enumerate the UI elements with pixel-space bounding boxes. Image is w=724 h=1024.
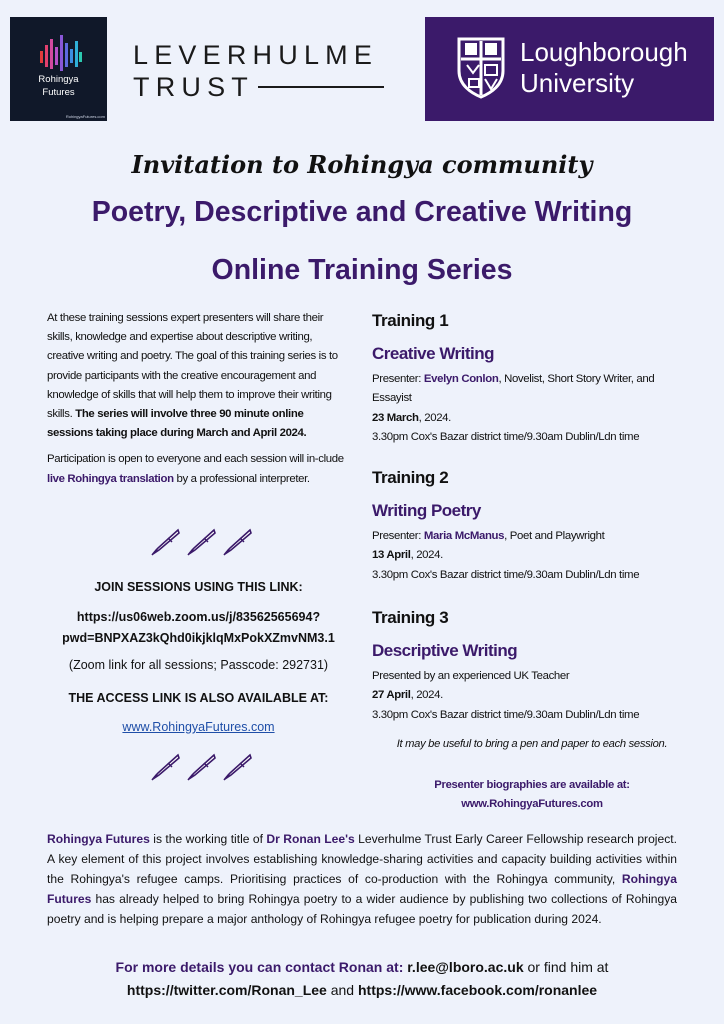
training-details [372,667,692,725]
facebook-link[interactable]: https://www.facebook.com/ronanlee [357,982,598,998]
passcode-note: (Zoom link for all sessions; Passcode: 292731) [68,658,329,672]
zoom-link[interactable] [47,607,350,649]
bios-link[interactable]: www.RohingyaFutures.com [461,798,603,810]
training-details [372,370,692,448]
about-text-2: Leverhulme Trust Early Career Fellowship research project. A key element of this project involves establishing knowledge-sharing activities and capacity building activities within the Rohingya's refugee camps. Prioritising practices of co-production with the Rohingya community, [47,832,677,886]
fountain-pen-icon [184,752,218,782]
page-title-line-2: Online Training Series [211,254,513,286]
training-1 [372,311,692,448]
time-line: 3.30pm Cox's Bazar district time/9.30am Dublin/Ldn time [372,568,640,581]
fountain-pen-icon [148,527,182,557]
contact-and: and [326,982,358,998]
access-heading: THE ACCESS LINK IS ALSO AVAILABLE AT: [68,691,329,705]
presenter-prefix: Presenter: [372,373,424,385]
rohingya-futures-name: Rohingya Futures [38,74,79,98]
intro-p1-text: At these training sessions expert presenters will share their skills, knowledge and expertise about descriptive writing, creative writing and poetry. The goal of this training series is to provide participants with the creative encouragement and knowledge of skills that will help them to improve their writing skills. [47,312,338,421]
session-year: , 2024. [418,411,451,424]
pen-paper-note: It may be useful to bring a pen and paper to each session. [396,738,668,750]
training-3 [372,608,692,725]
session-year: , 2024. [410,689,443,702]
leverhulme-word: LEVERHULME [133,40,379,70]
bios-line: Presenter biographies are available at: [434,779,630,791]
fountain-pen-icon [148,752,182,782]
trust-underline [258,86,384,88]
training-details [372,527,692,585]
session-date: 23 March [372,411,419,424]
training-title: Writing Poetry [372,501,481,520]
website-link[interactable]: www.RohingyaFutures.com [122,720,275,734]
loughborough-university-logo [425,17,714,121]
page-title-line-1: Poetry, Descriptive and Creative Writing [91,196,633,228]
presenter-prefix: Presented by an experienced UK Teacher [372,670,570,682]
session-year: , 2024. [410,549,443,562]
contact-line-2 [0,979,724,1002]
trust-line [133,71,384,103]
rohingya-futures-logo [10,17,107,121]
intro-paragraph-1 [47,309,350,443]
loughborough-text [520,37,688,99]
contact-line-1 [0,956,724,979]
intro-paragraph-2 [47,450,350,488]
university-crest-icon [457,37,505,99]
fountain-pen-icon [220,527,254,557]
presenter-name: Evelyn Conlon [423,373,499,385]
presenter-line [372,667,692,686]
loughborough-word: Loughborough [520,37,688,67]
ronan-lee-mention: Dr Ronan Lee's [266,832,355,846]
intro-p2-text: Participation is open to everyone and each session will in-clude [47,453,344,466]
zoom-link-line-2[interactable]: pwd=BNPXAZ3kQhd0ikjklqMxPokXZmvNM3.1 [62,631,335,645]
rohingya-futures-url: RohingyaFutures.com [65,114,105,119]
intro-p2-end: by a professional interpreter. [173,472,310,485]
training-title: Descriptive Writing [372,641,518,660]
zoom-link-line-1[interactable]: https://us06web.zoom.us/j/83562565694? [76,610,321,624]
rohingya-futures-mention: Rohingya Futures [47,832,150,846]
fountain-pen-icon [184,527,218,557]
invitation-subtitle: Invitation to Rohingya community [131,150,593,179]
about-paragraph [47,829,677,929]
pen-decoration-top [148,527,254,557]
training-heading: Training 1 [372,311,449,330]
contact-mid: or find him at [523,959,609,975]
sound-bars-icon [40,35,82,73]
training-heading: Training 3 [372,608,449,627]
pen-decoration-bottom [148,752,254,782]
time-line: 3.30pm Cox's Bazar district time/9.30am Dublin/Ldn time [372,708,640,721]
training-heading: Training 2 [372,468,449,487]
about-text-3: has already helped to bring Rohingya poetry to a wider audience by publishing two collections of Rohingya poetry and is helping prepare a major anthology of Rohingya refugee poetry for publication during 2024. [47,892,677,926]
university-word: University [520,68,635,98]
presenter-line [372,370,692,409]
contact-section [0,956,724,1002]
presenter-line [372,527,692,546]
presenter-role: , Novelist, Short Story Writer, and Essayist [372,373,655,405]
rohingya-futures-mention: Rohingya Futures [47,872,677,906]
presenter-name: Maria McManus [423,530,505,542]
leverhulme-trust-logo [133,39,384,103]
translation-highlight: live Rohingya translation [47,472,174,485]
session-date: 13 April [372,549,411,562]
contact-prefix: For more details you can contact Ronan at: [115,959,404,975]
biographies-note [372,776,692,814]
contact-email[interactable]: r.lee@lboro.ac.uk [403,959,524,975]
join-heading: JOIN SESSIONS USING THIS LINK: [94,580,303,594]
twitter-link[interactable]: https://twitter.com/Ronan_Lee [126,982,327,998]
presenter-prefix: Presenter: [372,530,424,542]
date-line [372,686,692,705]
time-line: 3.30pm Cox's Bazar district time/9.30am Dublin/Ldn time [372,431,640,444]
date-line [372,546,692,565]
session-date: 27 April [372,689,411,702]
intro-p1-bold: The series will involve three 90 minute online sessions taking place during March and April 2024. [47,408,307,440]
trust-word: TRUST [133,72,254,102]
about-text-1: is the working title of [149,832,267,846]
fountain-pen-icon [220,752,254,782]
training-title: Creative Writing [372,344,495,363]
presenter-role: , Poet and Playwright [504,530,605,542]
date-line [372,409,692,428]
intro-text [47,309,350,496]
training-2 [372,468,692,585]
header-logos [10,17,714,121]
